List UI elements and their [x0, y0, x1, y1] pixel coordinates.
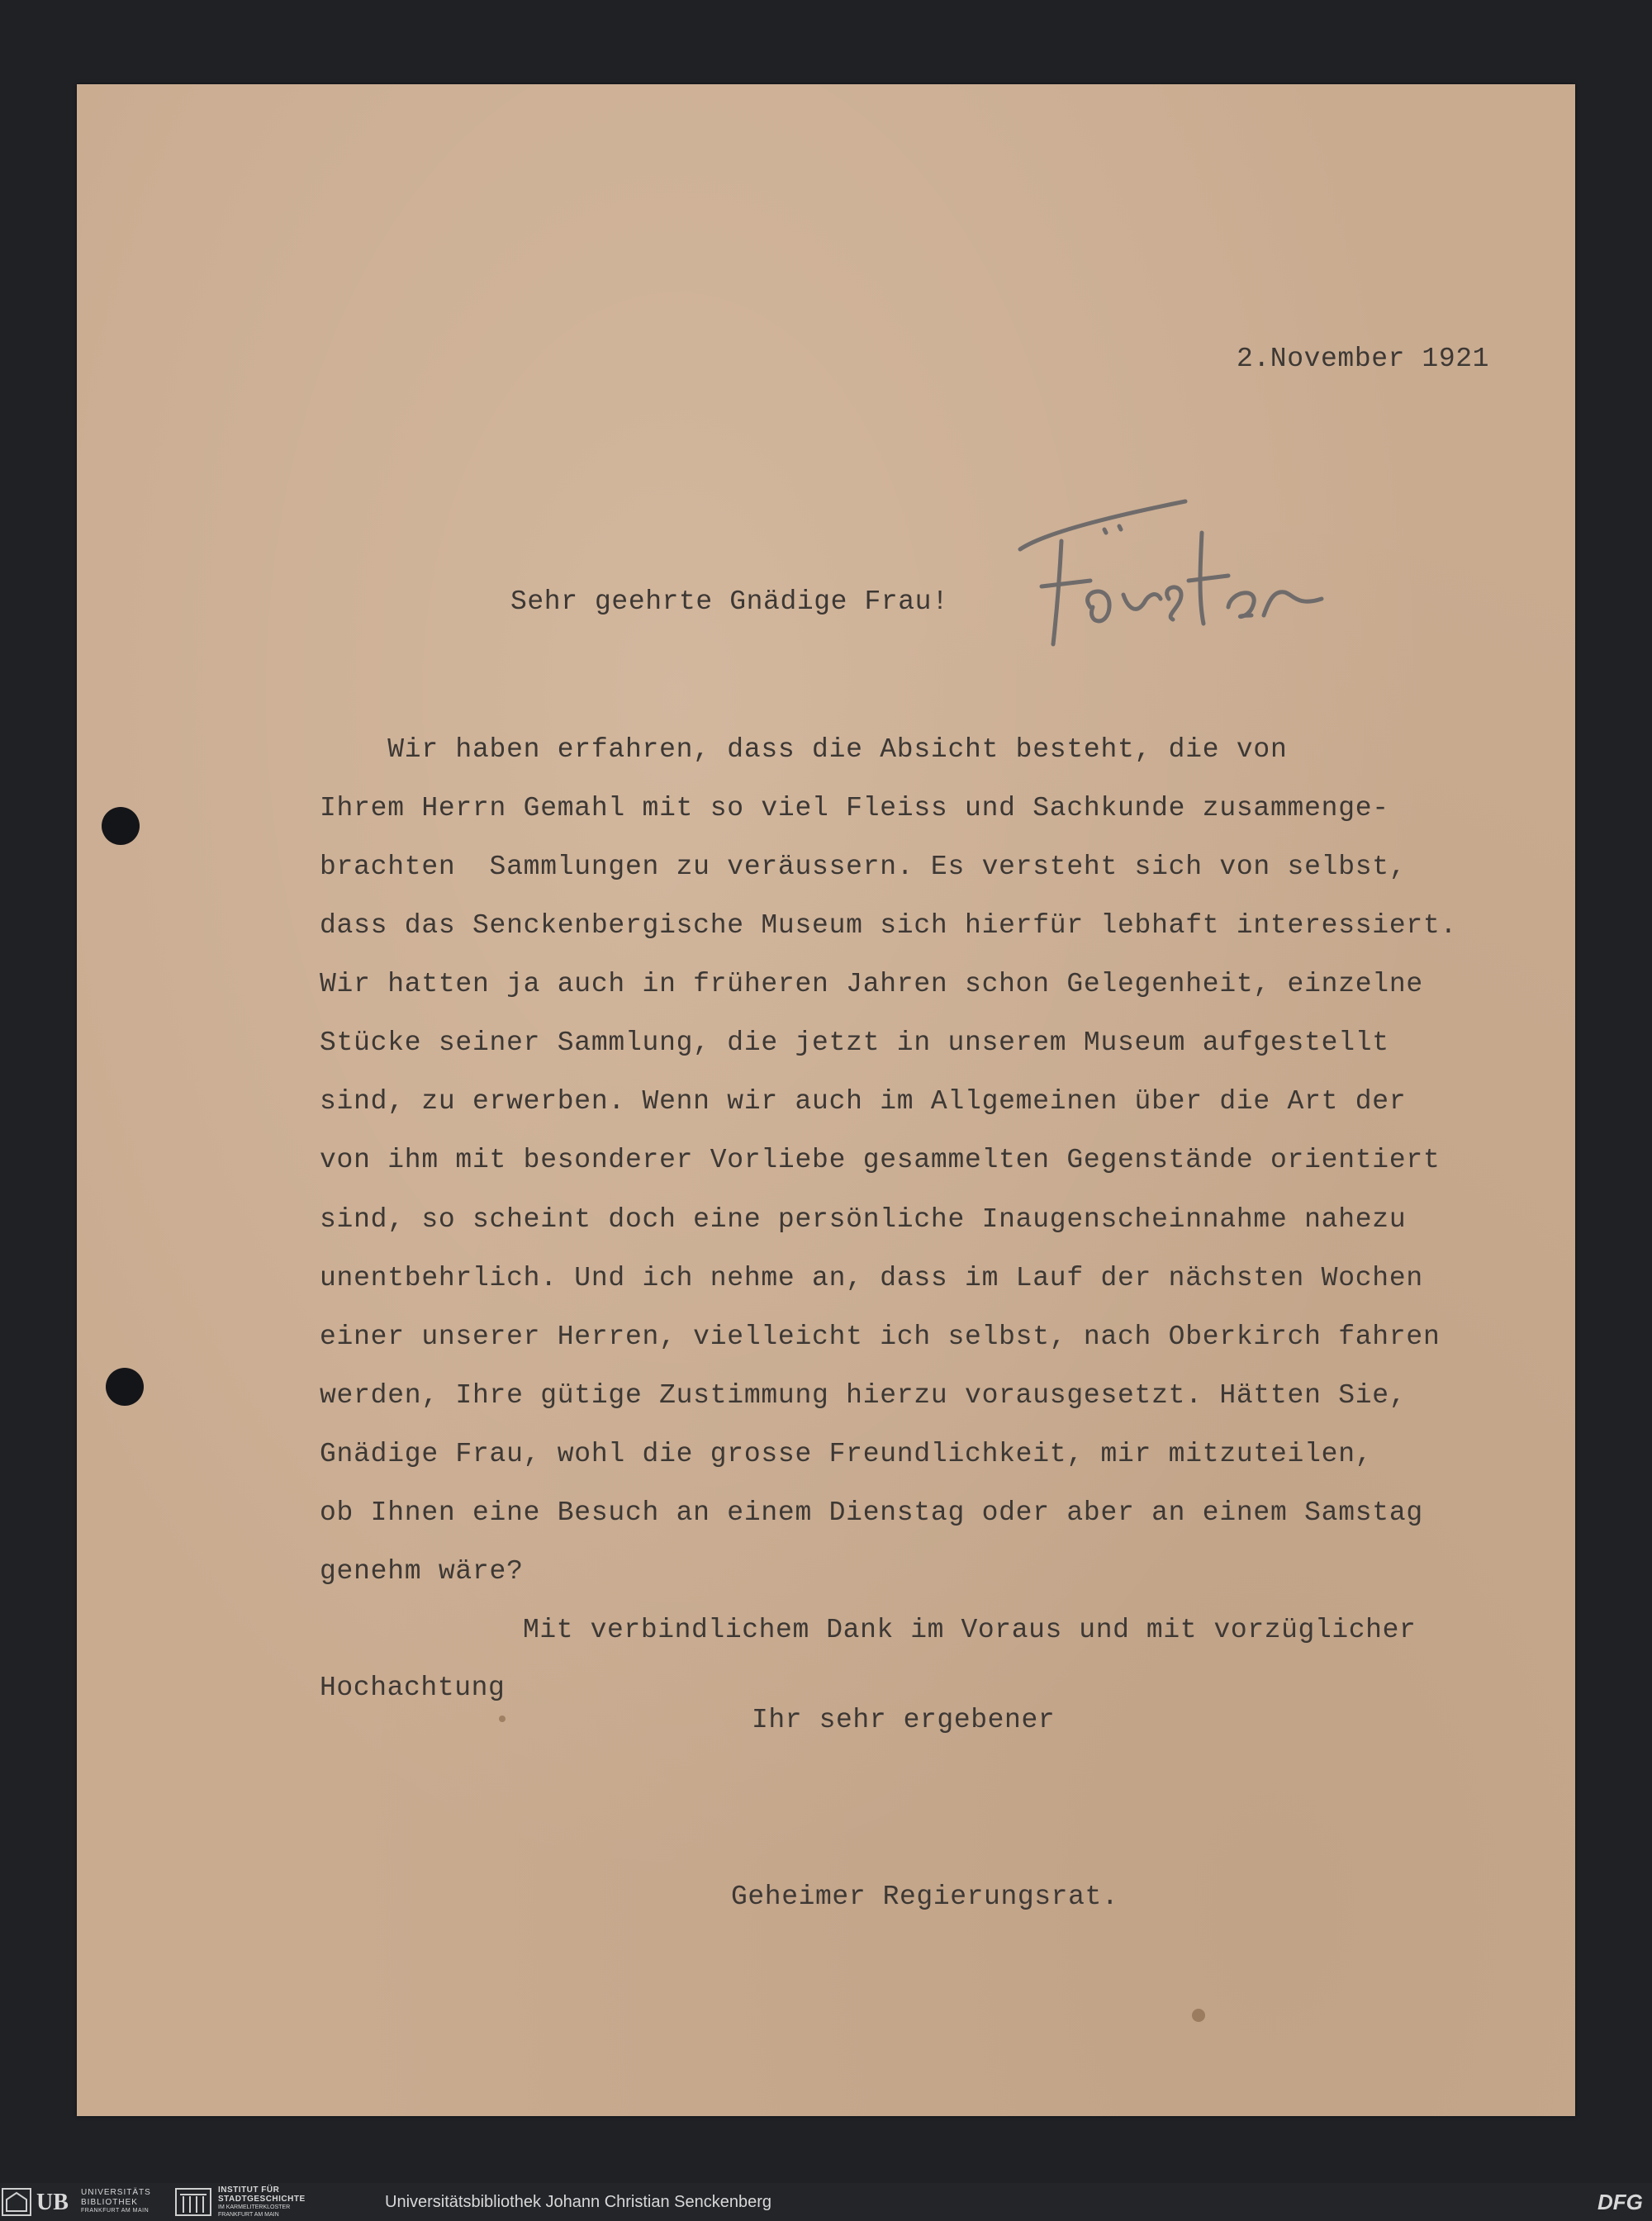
ub-line-2: BIBLIOTHEK [81, 2198, 138, 2207]
body-line: Ihrem Herrn Gemahl mit so viel Fleiss und Sachkunde zusammenge- [320, 793, 1389, 823]
body-line: brachten Sammlungen zu veräussern. Es versteht sich von selbst, [320, 852, 1407, 882]
sender-title: Geheimer Regierungsrat. [731, 1882, 1119, 1912]
punch-hole-bottom [106, 1368, 144, 1406]
isg-line-2: STADTGESCHICHTE [218, 2195, 306, 2204]
body-line: Wir hatten ja auch in früheren Jahren schon Gelegenheit, einzelne [320, 969, 1423, 999]
body-line: sind, zu erwerben. Wenn wir auch im Allgemeinen über die Art der [320, 1086, 1407, 1117]
punch-hole-top [102, 807, 140, 845]
handwritten-signature [1012, 483, 1342, 657]
ub-line-1: UNIVERSITÄTS [81, 2188, 151, 2197]
closing-line: Mit verbindlichem Dank im Voraus und mit vorzüglicher [523, 1615, 1417, 1645]
ub-logo [2, 2188, 31, 2216]
body-line: ob Ihnen eine Besuch an einem Dienstag oder aber an einem Samstag [320, 1497, 1423, 1528]
complimentary-close: Ihr sehr ergebener [752, 1705, 1056, 1735]
cloister-icon [177, 2190, 210, 2214]
isg-line-1: INSTITUT FÜR [218, 2185, 280, 2195]
dfg-logo: DFG [1597, 2190, 1643, 2214]
isg-line-3: IM KARMELITERKLOSTER [218, 2204, 291, 2210]
ub-logo-text: UB [36, 2190, 69, 2215]
body-line: genehm wäre? [320, 1556, 524, 1587]
paper-stain [499, 1716, 506, 1722]
library-name: Universitätsbibliothek Johann Christian Senckenberg [385, 2193, 772, 2211]
paper-stain [1192, 2009, 1205, 2022]
library-building-icon [3, 2190, 30, 2214]
ub-line-3: FRANKFURT AM MAIN [81, 2208, 150, 2214]
body-line: dass das Senckenbergische Museum sich hierfür lebhaft interessiert. [320, 910, 1458, 941]
body-line: Wir haben erfahren, dass die Absicht besteht, die von [320, 734, 1288, 765]
letter-date: 2.November 1921 [1237, 344, 1490, 374]
body-line: von ihm mit besonderer Vorliebe gesammelten Gegenstände orientiert [320, 1145, 1441, 1175]
body-line: Gnädige Frau, wohl die grosse Freundlichkeit, mir mitzuteilen, [320, 1439, 1373, 1469]
body-line: werden, Ihre gütige Zustimmung hierzu vorausgesetzt. Hätten Sie, [320, 1380, 1407, 1411]
body-line: unentbehrlich. Und ich nehme an, dass im Lauf der nächsten Wochen [320, 1263, 1423, 1293]
isg-logo-icon [175, 2188, 211, 2216]
isg-line-4: FRANKFURT AM MAIN [218, 2212, 279, 2218]
body-line: sind, so scheint doch eine persönliche Inaugenscheinnahme nahezu [320, 1204, 1407, 1235]
body-line: Stücke seiner Sammlung, die jetzt in unserem Museum aufgestellt [320, 1027, 1389, 1058]
footer-bar [0, 2183, 1652, 2221]
body-line: einer unserer Herren, vielleicht ich selbst, nach Oberkirch fahren [320, 1322, 1441, 1352]
salutation: Sehr geehrte Gnädige Frau! [510, 586, 949, 617]
closing-line: Hochachtung [320, 1673, 506, 1703]
